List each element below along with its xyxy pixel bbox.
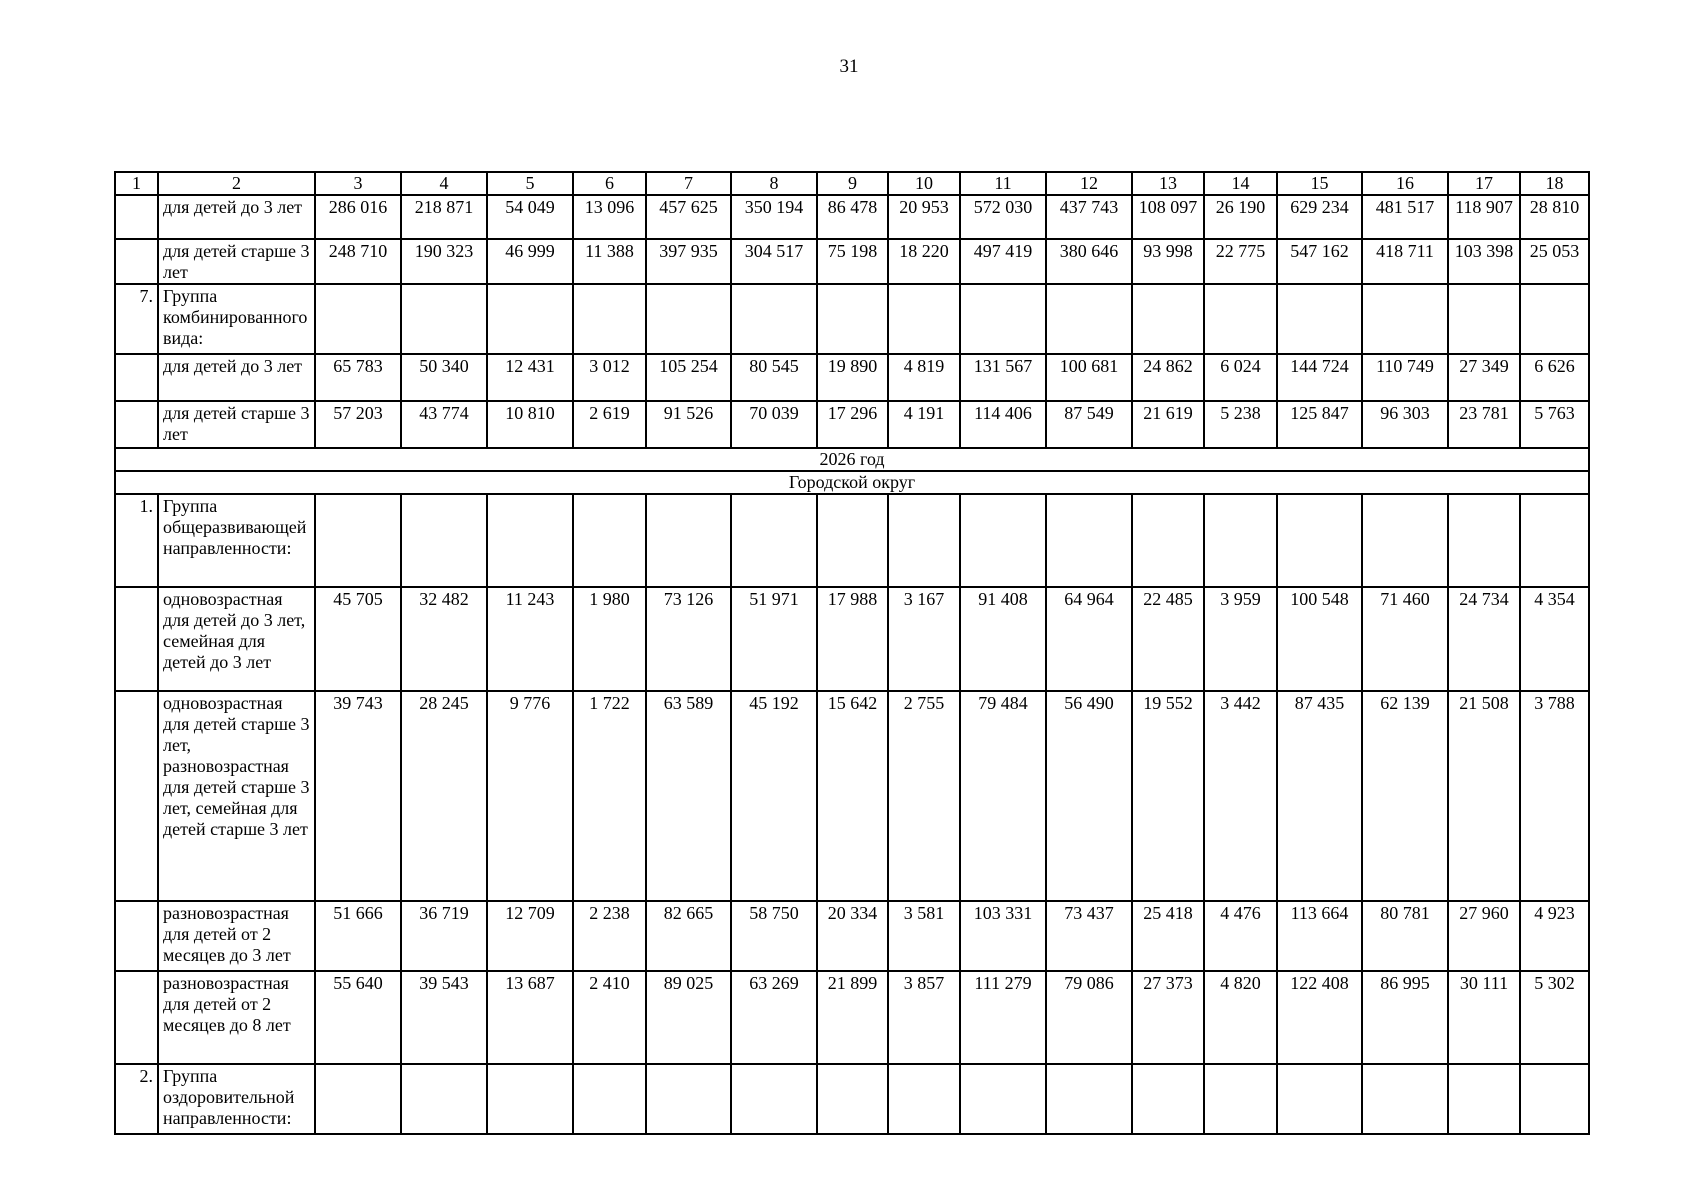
value-cell: 54 049	[487, 195, 573, 239]
value-cell: 55 640	[315, 971, 401, 1064]
value-cell: 457 625	[646, 195, 731, 239]
value-cell: 23 781	[1448, 401, 1520, 448]
value-cell: 27 960	[1448, 901, 1520, 971]
value-cell: 63 269	[731, 971, 817, 1064]
value-cell	[401, 284, 487, 354]
value-cell: 57 203	[315, 401, 401, 448]
row-index	[115, 195, 158, 239]
value-cell: 4 476	[1204, 901, 1277, 971]
section-title: Городской округ	[115, 471, 1589, 494]
value-cell	[888, 494, 960, 587]
value-cell: 100 548	[1277, 587, 1362, 691]
column-number: 10	[888, 172, 960, 195]
value-cell: 248 710	[315, 239, 401, 284]
value-cell: 50 340	[401, 354, 487, 401]
value-cell: 418 711	[1362, 239, 1448, 284]
value-cell	[1132, 284, 1204, 354]
value-cell	[1204, 494, 1277, 587]
value-cell: 190 323	[401, 239, 487, 284]
value-cell	[573, 1064, 646, 1134]
value-cell: 24 862	[1132, 354, 1204, 401]
value-cell	[1277, 494, 1362, 587]
value-cell: 218 871	[401, 195, 487, 239]
value-cell: 27 373	[1132, 971, 1204, 1064]
row-index	[115, 971, 158, 1064]
value-cell: 91 526	[646, 401, 731, 448]
value-cell	[1362, 1064, 1448, 1134]
value-cell: 5 302	[1520, 971, 1589, 1064]
value-cell	[315, 284, 401, 354]
value-cell: 45 192	[731, 691, 817, 901]
value-cell: 380 646	[1046, 239, 1132, 284]
value-cell	[731, 284, 817, 354]
row-index	[115, 239, 158, 284]
value-cell	[817, 494, 888, 587]
value-cell	[1520, 1064, 1589, 1134]
value-cell: 21 508	[1448, 691, 1520, 901]
value-cell: 437 743	[1046, 195, 1132, 239]
value-cell: 144 724	[1277, 354, 1362, 401]
value-cell: 3 167	[888, 587, 960, 691]
value-cell: 79 086	[1046, 971, 1132, 1064]
value-cell: 39 743	[315, 691, 401, 901]
column-number: 15	[1277, 172, 1362, 195]
row-label: для детей до 3 лет	[158, 354, 315, 401]
section-title: 2026 год	[115, 448, 1589, 471]
value-cell	[1448, 1064, 1520, 1134]
value-cell	[646, 284, 731, 354]
value-cell: 63 589	[646, 691, 731, 901]
table-row	[115, 971, 1589, 1064]
value-cell	[1132, 494, 1204, 587]
value-cell	[1046, 284, 1132, 354]
value-cell: 32 482	[401, 587, 487, 691]
value-cell	[1046, 494, 1132, 587]
value-cell: 56 490	[1046, 691, 1132, 901]
value-cell	[315, 1064, 401, 1134]
value-cell: 27 349	[1448, 354, 1520, 401]
value-cell	[1520, 494, 1589, 587]
value-cell: 572 030	[960, 195, 1046, 239]
value-cell: 43 774	[401, 401, 487, 448]
value-cell: 350 194	[731, 195, 817, 239]
value-cell	[646, 1064, 731, 1134]
column-number: 6	[573, 172, 646, 195]
value-cell: 87 549	[1046, 401, 1132, 448]
value-cell	[960, 1064, 1046, 1134]
value-cell	[487, 1064, 573, 1134]
value-cell: 71 460	[1362, 587, 1448, 691]
value-cell: 481 517	[1362, 195, 1448, 239]
value-cell: 30 111	[1448, 971, 1520, 1064]
value-cell: 131 567	[960, 354, 1046, 401]
value-cell: 19 552	[1132, 691, 1204, 901]
value-cell	[817, 1064, 888, 1134]
value-cell: 125 847	[1277, 401, 1362, 448]
value-cell: 17 988	[817, 587, 888, 691]
row-index	[115, 691, 158, 901]
value-cell: 93 998	[1132, 239, 1204, 284]
row-label: для детей до 3 лет	[158, 195, 315, 239]
row-index: 1.	[115, 494, 158, 587]
data-table	[114, 171, 1590, 1135]
value-cell: 1 980	[573, 587, 646, 691]
value-cell	[1277, 284, 1362, 354]
value-cell: 103 331	[960, 901, 1046, 971]
column-number: 13	[1132, 172, 1204, 195]
column-number: 14	[1204, 172, 1277, 195]
value-cell: 22 775	[1204, 239, 1277, 284]
value-cell: 89 025	[646, 971, 731, 1064]
value-cell	[1448, 494, 1520, 587]
value-cell: 75 198	[817, 239, 888, 284]
value-cell: 2 238	[573, 901, 646, 971]
value-cell: 64 964	[1046, 587, 1132, 691]
value-cell	[731, 1064, 817, 1134]
value-cell	[487, 494, 573, 587]
row-index: 2.	[115, 1064, 158, 1134]
table-row	[115, 284, 1589, 354]
row-label: одновозрастная для детей до 3 лет, семейная для детей до 3 лет	[158, 587, 315, 691]
column-number: 9	[817, 172, 888, 195]
value-cell	[1132, 1064, 1204, 1134]
page-number: 31	[839, 56, 859, 77]
value-cell: 286 016	[315, 195, 401, 239]
column-number: 11	[960, 172, 1046, 195]
table-row	[115, 494, 1589, 587]
value-cell: 22 485	[1132, 587, 1204, 691]
value-cell: 3 959	[1204, 587, 1277, 691]
table-row	[115, 354, 1589, 401]
row-index: 7.	[115, 284, 158, 354]
value-cell: 19 890	[817, 354, 888, 401]
value-cell: 13 096	[573, 195, 646, 239]
column-number: 1	[115, 172, 158, 195]
value-cell: 18 220	[888, 239, 960, 284]
value-cell: 2 410	[573, 971, 646, 1064]
value-cell: 3 442	[1204, 691, 1277, 901]
column-number: 7	[646, 172, 731, 195]
value-cell	[401, 494, 487, 587]
value-cell	[487, 284, 573, 354]
value-cell	[401, 1064, 487, 1134]
value-cell	[817, 284, 888, 354]
value-cell: 25 418	[1132, 901, 1204, 971]
value-cell	[1362, 494, 1448, 587]
value-cell: 4 191	[888, 401, 960, 448]
value-cell: 1 722	[573, 691, 646, 901]
value-cell: 4 819	[888, 354, 960, 401]
table-row	[115, 587, 1589, 691]
value-cell: 10 810	[487, 401, 573, 448]
value-cell: 11 243	[487, 587, 573, 691]
value-cell: 122 408	[1277, 971, 1362, 1064]
value-cell: 111 279	[960, 971, 1046, 1064]
value-cell: 62 139	[1362, 691, 1448, 901]
section-band-row	[115, 471, 1589, 494]
value-cell: 118 907	[1448, 195, 1520, 239]
value-cell: 73 437	[1046, 901, 1132, 971]
table-row	[115, 401, 1589, 448]
value-cell: 6 626	[1520, 354, 1589, 401]
column-number: 18	[1520, 172, 1589, 195]
value-cell	[573, 494, 646, 587]
value-cell: 51 971	[731, 587, 817, 691]
value-cell: 70 039	[731, 401, 817, 448]
value-cell: 80 781	[1362, 901, 1448, 971]
value-cell	[315, 494, 401, 587]
row-label: Группа общеразвивающей направленности:	[158, 494, 315, 587]
value-cell: 397 935	[646, 239, 731, 284]
row-index	[115, 901, 158, 971]
table-row	[115, 1064, 1589, 1134]
value-cell	[646, 494, 731, 587]
value-cell: 28 245	[401, 691, 487, 901]
value-cell: 100 681	[1046, 354, 1132, 401]
value-cell: 5 238	[1204, 401, 1277, 448]
value-cell: 3 788	[1520, 691, 1589, 901]
column-number: 8	[731, 172, 817, 195]
table-row	[115, 901, 1589, 971]
value-cell: 13 687	[487, 971, 573, 1064]
table-body	[115, 172, 1589, 1134]
row-label: для детей старше 3 лет	[158, 401, 315, 448]
value-cell	[1204, 1064, 1277, 1134]
value-cell: 87 435	[1277, 691, 1362, 901]
value-cell	[1204, 284, 1277, 354]
value-cell: 3 581	[888, 901, 960, 971]
value-cell: 79 484	[960, 691, 1046, 901]
value-cell: 3 012	[573, 354, 646, 401]
value-cell	[1520, 284, 1589, 354]
value-cell: 4 820	[1204, 971, 1277, 1064]
value-cell	[1277, 1064, 1362, 1134]
value-cell: 21 899	[817, 971, 888, 1064]
value-cell	[731, 494, 817, 587]
value-cell: 96 303	[1362, 401, 1448, 448]
column-number: 2	[158, 172, 315, 195]
value-cell: 304 517	[731, 239, 817, 284]
column-number: 3	[315, 172, 401, 195]
row-label: Группа оздоровительной направленности:	[158, 1064, 315, 1134]
column-number-row	[115, 172, 1589, 195]
value-cell: 4 354	[1520, 587, 1589, 691]
column-number: 12	[1046, 172, 1132, 195]
value-cell: 11 388	[573, 239, 646, 284]
value-cell: 51 666	[315, 901, 401, 971]
value-cell: 110 749	[1362, 354, 1448, 401]
value-cell: 6 024	[1204, 354, 1277, 401]
value-cell: 24 734	[1448, 587, 1520, 691]
value-cell: 108 097	[1132, 195, 1204, 239]
value-cell: 45 705	[315, 587, 401, 691]
row-index	[115, 401, 158, 448]
value-cell: 629 234	[1277, 195, 1362, 239]
row-label: разновозрастная для детей от 2 месяцев до 8 лет	[158, 971, 315, 1064]
value-cell: 36 719	[401, 901, 487, 971]
value-cell: 15 642	[817, 691, 888, 901]
value-cell: 113 664	[1277, 901, 1362, 971]
row-label: одновозрастная для детей старше 3 лет, разновозрастная для детей старше 3 лет, семейная для детей старше 3 лет	[158, 691, 315, 901]
value-cell: 4 923	[1520, 901, 1589, 971]
row-index	[115, 354, 158, 401]
value-cell: 497 419	[960, 239, 1046, 284]
value-cell	[1046, 1064, 1132, 1134]
value-cell: 86 995	[1362, 971, 1448, 1064]
column-number: 17	[1448, 172, 1520, 195]
value-cell: 12 431	[487, 354, 573, 401]
value-cell: 58 750	[731, 901, 817, 971]
table-row	[115, 691, 1589, 901]
value-cell: 80 545	[731, 354, 817, 401]
value-cell: 547 162	[1277, 239, 1362, 284]
value-cell	[960, 494, 1046, 587]
value-cell: 3 857	[888, 971, 960, 1064]
value-cell: 114 406	[960, 401, 1046, 448]
value-cell	[573, 284, 646, 354]
row-label: разновозрастная для детей от 2 месяцев до 3 лет	[158, 901, 315, 971]
value-cell: 103 398	[1448, 239, 1520, 284]
value-cell	[888, 1064, 960, 1134]
value-cell	[1362, 284, 1448, 354]
value-cell	[888, 284, 960, 354]
value-cell: 20 953	[888, 195, 960, 239]
table-row	[115, 239, 1589, 284]
row-label: для детей старше 3 лет	[158, 239, 315, 284]
row-label: Группа комбинированного вида:	[158, 284, 315, 354]
column-number: 16	[1362, 172, 1448, 195]
value-cell: 65 783	[315, 354, 401, 401]
row-index	[115, 587, 158, 691]
value-cell: 9 776	[487, 691, 573, 901]
value-cell: 46 999	[487, 239, 573, 284]
value-cell: 17 296	[817, 401, 888, 448]
section-band-row	[115, 448, 1589, 471]
value-cell: 25 053	[1520, 239, 1589, 284]
value-cell: 5 763	[1520, 401, 1589, 448]
value-cell	[960, 284, 1046, 354]
value-cell: 82 665	[646, 901, 731, 971]
value-cell: 20 334	[817, 901, 888, 971]
column-number: 4	[401, 172, 487, 195]
value-cell: 73 126	[646, 587, 731, 691]
value-cell: 91 408	[960, 587, 1046, 691]
value-cell: 28 810	[1520, 195, 1589, 239]
value-cell: 21 619	[1132, 401, 1204, 448]
value-cell: 39 543	[401, 971, 487, 1064]
value-cell: 105 254	[646, 354, 731, 401]
table-row	[115, 195, 1589, 239]
column-number: 5	[487, 172, 573, 195]
value-cell: 2 755	[888, 691, 960, 901]
value-cell: 2 619	[573, 401, 646, 448]
value-cell: 86 478	[817, 195, 888, 239]
value-cell: 26 190	[1204, 195, 1277, 239]
value-cell	[1448, 284, 1520, 354]
value-cell: 12 709	[487, 901, 573, 971]
